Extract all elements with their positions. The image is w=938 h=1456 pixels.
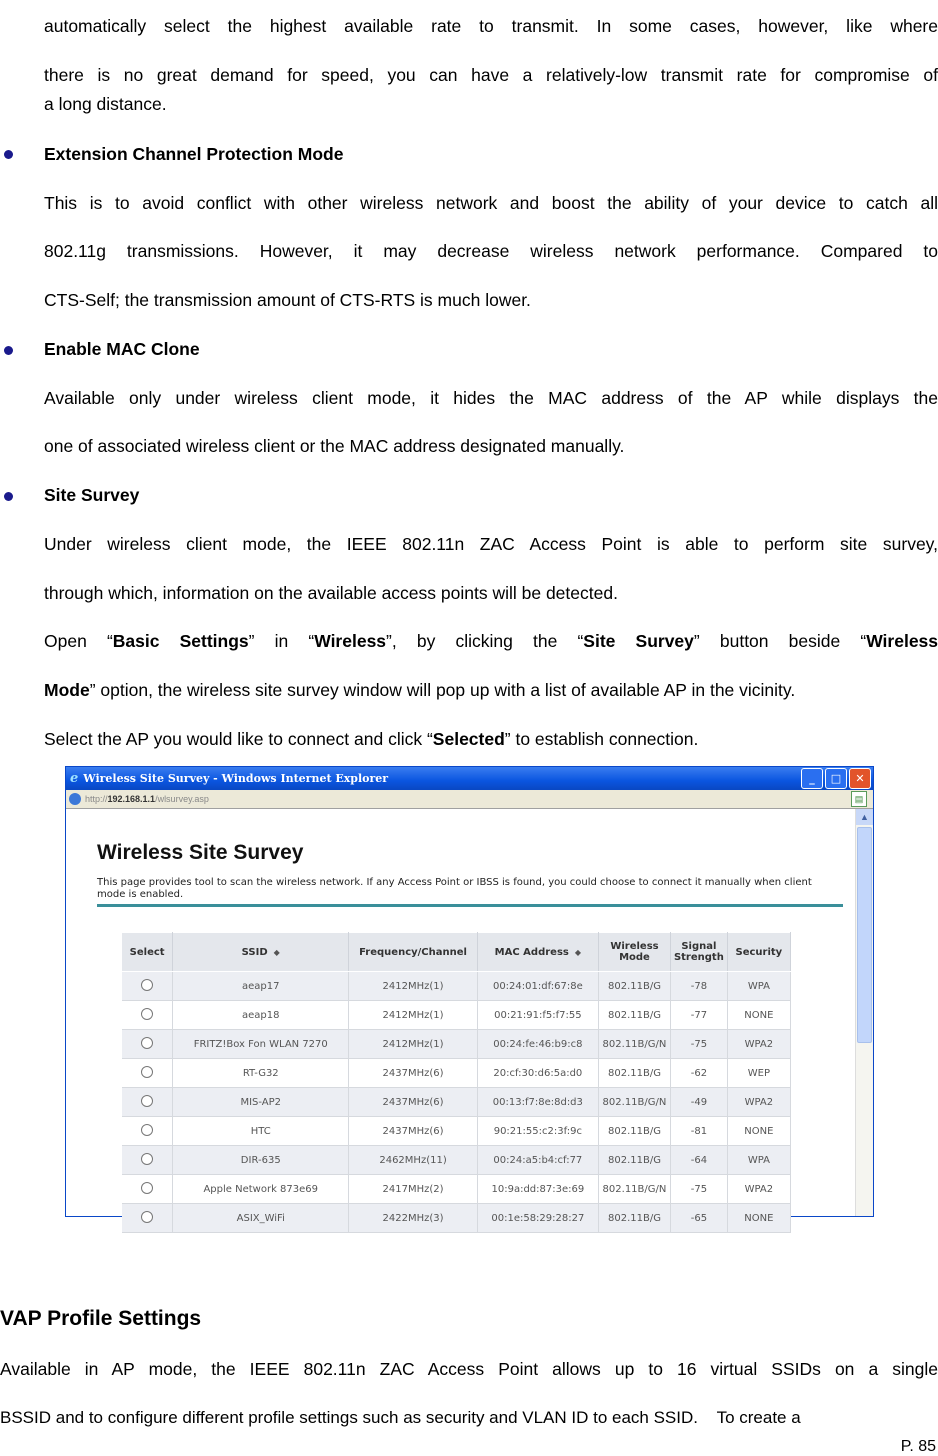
intro-line-2: there is no great demand for speed, you can have a relatively-low transmit rate for compromise of bbox=[44, 65, 938, 85]
select-radio[interactable] bbox=[141, 1182, 153, 1194]
section-heading-mac-clone: Enable MAC Clone bbox=[44, 339, 200, 359]
table-row[interactable] bbox=[122, 1117, 791, 1146]
frequency-cell: 2412MHz(1) bbox=[349, 1001, 478, 1030]
ie-logo-icon: e bbox=[70, 771, 79, 786]
scrollbar-thumb[interactable] bbox=[857, 827, 872, 1043]
column-header-mac[interactable]: MAC Address ◆ bbox=[477, 933, 598, 972]
table-header-row bbox=[122, 933, 791, 972]
bullet-icon bbox=[4, 492, 13, 501]
mac-cell: 00:21:91:f5:f7:55 bbox=[477, 1001, 598, 1030]
select-radio[interactable] bbox=[141, 1211, 153, 1223]
ssid-cell: MIS-AP2 bbox=[173, 1088, 349, 1117]
address-bar[interactable] bbox=[66, 790, 873, 809]
security-cell: WEP bbox=[727, 1059, 790, 1088]
mode-cell: 802.11B/G bbox=[598, 1204, 670, 1233]
select-cell bbox=[122, 1146, 173, 1175]
survey-description: This page provides tool to scan the wireless network. If any Access Point or IBSS is found, you could choose to connect it manually when client mode is enabled. bbox=[97, 877, 812, 900]
frequency-cell: 2437MHz(6) bbox=[349, 1088, 478, 1117]
mode-cell: 802.11B/G bbox=[598, 1001, 670, 1030]
select-cell bbox=[122, 1204, 173, 1233]
section-text: Available only under wireless client mode, it hides the MAC address of the AP while displays the bbox=[44, 388, 938, 408]
mac-cell: 00:1e:58:29:28:27 bbox=[477, 1204, 598, 1233]
section-heading-vap-profile: VAP Profile Settings bbox=[0, 1307, 202, 1330]
frequency-cell: 2422MHz(3) bbox=[349, 1204, 478, 1233]
frequency-cell: 2462MHz(11) bbox=[349, 1146, 478, 1175]
security-cell: NONE bbox=[727, 1204, 790, 1233]
address-path: /wlsurvey.asp bbox=[155, 794, 209, 804]
select-radio[interactable] bbox=[141, 1008, 153, 1020]
signal-cell: -75 bbox=[671, 1175, 728, 1204]
section-text: through which, information on the available access points will be detected. bbox=[44, 583, 618, 603]
mac-cell: 00:24:fe:46:b9:c8 bbox=[477, 1030, 598, 1059]
ssid-cell: aeap17 bbox=[173, 972, 349, 1001]
table-row[interactable] bbox=[122, 1088, 791, 1117]
signal-cell: -75 bbox=[671, 1030, 728, 1059]
column-header-mode[interactable]: Wireless Mode bbox=[598, 933, 670, 972]
ssid-cell: HTC bbox=[173, 1117, 349, 1146]
section-text: Under wireless client mode, the IEEE 802.11n ZAC Access Point is able to perform site survey, bbox=[44, 534, 938, 554]
select-cell bbox=[122, 1030, 173, 1059]
address-host: 192.168.1.1 bbox=[107, 794, 156, 804]
site-survey-screenshot bbox=[65, 766, 874, 1224]
frequency-cell: 2412MHz(1) bbox=[349, 972, 478, 1001]
security-cell: WPA2 bbox=[727, 1088, 790, 1117]
column-header-security[interactable]: Security bbox=[727, 933, 790, 972]
site-survey-instruction-1: Open “Basic Settings” in “Wireless”, by clicking the “Site Survey” button beside “Wireless bbox=[44, 631, 938, 651]
column-header-ssid[interactable]: SSID ◆ bbox=[173, 933, 349, 972]
security-cell: WPA2 bbox=[727, 1175, 790, 1204]
frequency-cell: 2417MHz(2) bbox=[349, 1175, 478, 1204]
frequency-cell: 2437MHz(6) bbox=[349, 1059, 478, 1088]
mac-cell: 90:21:55:c2:3f:9c bbox=[477, 1117, 598, 1146]
signal-cell: -78 bbox=[671, 972, 728, 1001]
select-cell bbox=[122, 972, 173, 1001]
frequency-cell: 2437MHz(6) bbox=[349, 1117, 478, 1146]
mac-cell: 00:13:f7:8e:8d:d3 bbox=[477, 1088, 598, 1117]
ssid-cell: aeap18 bbox=[173, 1001, 349, 1030]
divider bbox=[97, 904, 843, 907]
select-cell bbox=[122, 1175, 173, 1204]
select-cell bbox=[122, 1001, 173, 1030]
ssid-cell: Apple Network 873e69 bbox=[173, 1175, 349, 1204]
table-row[interactable] bbox=[122, 1001, 791, 1030]
mac-cell: 10:9a:dd:87:3e:69 bbox=[477, 1175, 598, 1204]
table-row[interactable] bbox=[122, 1146, 791, 1175]
table-row[interactable] bbox=[122, 972, 791, 1001]
select-radio[interactable] bbox=[141, 1124, 153, 1136]
table-row[interactable] bbox=[122, 1030, 791, 1059]
select-radio[interactable] bbox=[141, 1153, 153, 1165]
security-cell: NONE bbox=[727, 1117, 790, 1146]
ssid-cell: DIR-635 bbox=[173, 1146, 349, 1175]
survey-page-title: Wireless Site Survey bbox=[97, 841, 304, 864]
section-text: This is to avoid conflict with other wireless network and boost the ability of your device to catch all bbox=[44, 193, 938, 213]
vap-text-line-2: BSSID and to configure different profile settings such as security and VLAN ID to each SSID. To create a bbox=[0, 1408, 801, 1427]
page-number: P. 85 bbox=[900, 1438, 936, 1455]
signal-cell: -64 bbox=[671, 1146, 728, 1175]
sort-icon[interactable]: ◆ bbox=[574, 947, 582, 957]
select-radio[interactable] bbox=[141, 1037, 153, 1049]
scroll-up-icon[interactable]: ▲ bbox=[856, 809, 873, 825]
select-radio[interactable] bbox=[141, 1066, 153, 1078]
minimize-icon[interactable]: _ bbox=[801, 768, 823, 789]
section-heading-site-survey: Site Survey bbox=[44, 485, 140, 505]
table-row[interactable] bbox=[122, 1059, 791, 1088]
mac-cell: 00:24:01:df:67:8e bbox=[477, 972, 598, 1001]
section-text: 802.11g transmissions. However, it may decrease wireless network performance. Compared to bbox=[44, 241, 938, 261]
signal-cell: -62 bbox=[671, 1059, 728, 1088]
address-prefix: http:// bbox=[85, 794, 108, 804]
signal-cell: -49 bbox=[671, 1088, 728, 1117]
signal-cell: -77 bbox=[671, 1001, 728, 1030]
compatibility-view-icon[interactable]: ▤ bbox=[851, 791, 867, 807]
mode-cell: 802.11B/G bbox=[598, 1117, 670, 1146]
section-heading-extension-channel: Extension Channel Protection Mode bbox=[44, 144, 344, 164]
column-header-frequency[interactable]: Frequency/Channel bbox=[349, 933, 478, 972]
mode-cell: 802.11B/G bbox=[598, 972, 670, 1001]
table-row[interactable] bbox=[122, 1204, 791, 1233]
vap-text-line-1: Available in AP mode, the IEEE 802.11n ZAC Access Point allows up to 16 virtual SSIDs on a single bbox=[0, 1359, 938, 1379]
security-cell: WPA bbox=[727, 972, 790, 1001]
ssid-cell: FRITZ!Box Fon WLAN 7270 bbox=[173, 1030, 349, 1059]
page-content bbox=[66, 809, 855, 1224]
column-header-signal[interactable]: Signal Strength bbox=[671, 933, 728, 972]
close-icon[interactable]: ✕ bbox=[849, 768, 871, 789]
section-text: CTS-Self; the transmission amount of CTS-RTS is much lower. bbox=[44, 290, 531, 310]
security-cell: NONE bbox=[727, 1001, 790, 1030]
section-text: one of associated wireless client or the MAC address designated manually. bbox=[44, 436, 625, 456]
site-survey-instruction-3: Select the AP you would like to connect and click “Selected” to establish connection. bbox=[44, 729, 699, 749]
table-row[interactable] bbox=[122, 1175, 791, 1204]
window-title: Wireless Site Survey - Windows Internet Explorer bbox=[83, 772, 389, 785]
select-radio[interactable] bbox=[141, 979, 153, 991]
mode-cell: 802.11B/G/N bbox=[598, 1030, 670, 1059]
maximize-icon[interactable]: □ bbox=[825, 768, 847, 789]
select-cell bbox=[122, 1117, 173, 1146]
select-cell bbox=[122, 1088, 173, 1117]
signal-cell: -81 bbox=[671, 1117, 728, 1146]
ie-page-icon bbox=[69, 793, 81, 805]
security-cell: WPA bbox=[727, 1146, 790, 1175]
site-survey-table bbox=[121, 932, 791, 1233]
mac-cell: 20:cf:30:d6:5a:d0 bbox=[477, 1059, 598, 1088]
site-survey-instruction-2: Mode” option, the wireless site survey window will pop up with a list of available AP in the vicinity. bbox=[44, 680, 796, 700]
ssid-cell: ASIX_WiFi bbox=[173, 1204, 349, 1233]
security-cell: WPA2 bbox=[727, 1030, 790, 1059]
mode-cell: 802.11B/G/N bbox=[598, 1175, 670, 1204]
bullet-icon bbox=[4, 346, 13, 355]
intro-line-1: automatically select the highest available rate to transmit. In some cases, however, like where bbox=[44, 16, 938, 36]
mode-cell: 802.11B/G bbox=[598, 1146, 670, 1175]
window-titlebar bbox=[66, 767, 873, 790]
column-header-select: Select bbox=[122, 933, 173, 972]
select-cell bbox=[122, 1059, 173, 1088]
ssid-cell: RT-G32 bbox=[173, 1059, 349, 1088]
vertical-scrollbar[interactable] bbox=[855, 809, 873, 1216]
mac-cell: 00:24:a5:b4:cf:77 bbox=[477, 1146, 598, 1175]
mode-cell: 802.11B/G/N bbox=[598, 1088, 670, 1117]
select-radio[interactable] bbox=[141, 1095, 153, 1107]
intro-line-3: a long distance. bbox=[44, 94, 167, 114]
mode-cell: 802.11B/G bbox=[598, 1059, 670, 1088]
sort-icon[interactable]: ◆ bbox=[273, 947, 280, 957]
signal-cell: -65 bbox=[671, 1204, 728, 1233]
bullet-icon bbox=[4, 150, 13, 159]
frequency-cell: 2412MHz(1) bbox=[349, 1030, 478, 1059]
